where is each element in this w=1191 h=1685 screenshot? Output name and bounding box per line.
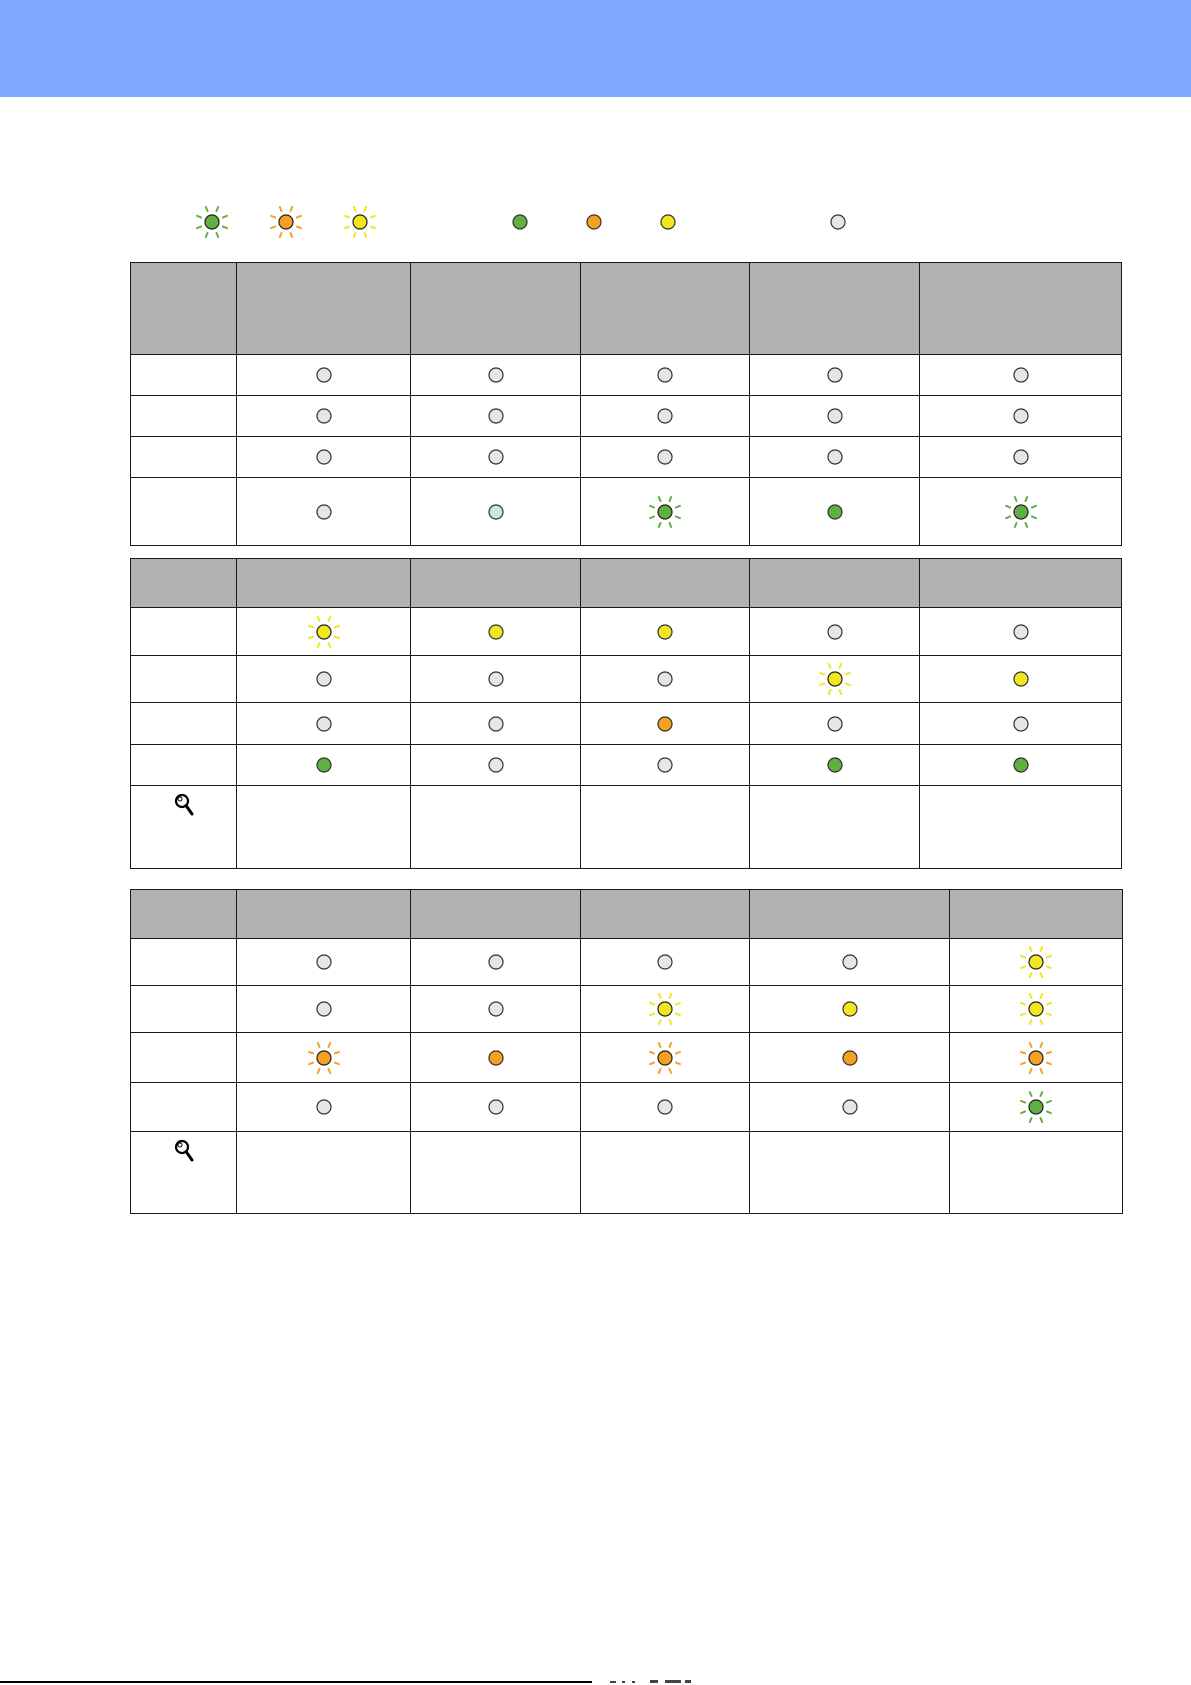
led-off-icon: [920, 396, 1121, 436]
led-cell: [750, 939, 950, 986]
led-off-icon: [411, 355, 580, 395]
table-row: [131, 478, 1122, 546]
yellow-blinking-led-icon: [750, 659, 919, 699]
led-off-icon: [920, 612, 1121, 652]
led-cell: [581, 396, 750, 437]
led-cell: [237, 745, 411, 786]
led-cell: [750, 478, 920, 546]
note-cell: [920, 786, 1122, 869]
header-cell: [411, 890, 581, 939]
led-cell: [950, 1083, 1123, 1132]
led-off-icon: [750, 437, 919, 477]
header-cell: [131, 559, 237, 608]
led-cell: [411, 986, 581, 1033]
led-off-icon: [581, 437, 749, 477]
green-led-on-icon: [920, 745, 1121, 785]
led-off-icon: [411, 1087, 580, 1127]
led-cell: [237, 355, 411, 396]
green-led-on-icon: [500, 202, 540, 242]
led-cell: [411, 939, 581, 986]
led-cell: [581, 939, 750, 986]
led-off-icon: [237, 396, 410, 436]
led-cell: [750, 437, 920, 478]
led-off-icon: [237, 355, 410, 395]
row-label-cell: [131, 1033, 237, 1083]
led-cell: [237, 703, 411, 745]
table-row: [131, 745, 1122, 786]
led-cell: [411, 745, 581, 786]
led-cell: [920, 703, 1122, 745]
magnifier-icon: [131, 792, 236, 818]
led-off-icon: [237, 492, 410, 532]
led-off-icon: [581, 745, 749, 785]
led-off-icon: [750, 355, 919, 395]
table-row: [131, 355, 1122, 396]
note-label-cell: [131, 1132, 237, 1214]
led-off-icon: [237, 989, 410, 1029]
row-label-cell: [131, 437, 237, 478]
footer-marks: [610, 1679, 720, 1685]
led-off-icon: [411, 704, 580, 744]
led-cell: [920, 478, 1122, 546]
row-label-cell: [131, 1083, 237, 1132]
led-cell: [411, 437, 581, 478]
led-cell: [581, 478, 750, 546]
led-cell: [237, 437, 411, 478]
note-label-cell: [131, 786, 237, 869]
led-off-icon: [581, 355, 749, 395]
led-cell: [750, 745, 920, 786]
led-off-icon: [411, 942, 580, 982]
green-led-on-icon: [750, 492, 919, 532]
header-cell: [750, 559, 920, 608]
led-cell: [237, 986, 411, 1033]
led-off-icon: [750, 704, 919, 744]
led-cell: [920, 745, 1122, 786]
yellow-blinking-led-icon: [950, 989, 1122, 1029]
table-row: [131, 1033, 1123, 1083]
note-cell: [950, 1132, 1123, 1214]
table-header-row: [131, 263, 1122, 355]
led-off-icon: [237, 942, 410, 982]
orange-blinking-led-icon: [237, 1038, 410, 1078]
yellow-led-on-icon: [581, 612, 749, 652]
led-cell: [237, 396, 411, 437]
table-row: [131, 986, 1123, 1033]
table-row: [131, 396, 1122, 437]
table-row: [131, 656, 1122, 703]
led-off-icon: [581, 396, 749, 436]
orange-blinking-led-icon: [581, 1038, 749, 1078]
row-label-cell: [131, 986, 237, 1033]
orange-led-on-icon: [574, 202, 614, 242]
orange-blinking-led-icon: [266, 202, 306, 242]
table-row: [131, 1083, 1123, 1132]
note-cell: [237, 786, 411, 869]
led-cell: [581, 656, 750, 703]
header-cell: [237, 263, 411, 355]
led-cell: [581, 703, 750, 745]
footer-rule: [0, 1681, 592, 1683]
magnifier-icon: [131, 1138, 236, 1164]
led-cell: [411, 478, 581, 546]
table-row: [131, 608, 1122, 656]
led-off-icon: [750, 612, 919, 652]
row-label-cell: [131, 939, 237, 986]
table-header-row: [131, 890, 1123, 939]
table-row: [131, 939, 1123, 986]
orange-led-on-icon: [581, 704, 749, 744]
led-cell: [920, 437, 1122, 478]
led-off-icon: [411, 437, 580, 477]
led-cell: [581, 1083, 750, 1132]
led-cell: [237, 1033, 411, 1083]
green-led-on-icon: [750, 745, 919, 785]
header-cell: [237, 890, 411, 939]
led-off-icon: [237, 659, 410, 699]
row-label-cell: [131, 396, 237, 437]
header-cell: [581, 559, 750, 608]
led-cell: [950, 986, 1123, 1033]
row-label-cell: [131, 355, 237, 396]
led-off-icon: [237, 1087, 410, 1127]
led-off-icon: [411, 745, 580, 785]
led-cell: [411, 396, 581, 437]
green-blinking-led-icon: [581, 492, 749, 532]
table-row: [131, 437, 1122, 478]
note-row: [131, 1132, 1123, 1214]
led-cell: [581, 745, 750, 786]
orange-led-on-icon: [411, 1038, 580, 1078]
led-cell: [750, 986, 950, 1033]
led-status-table-1: [130, 262, 1122, 546]
note-cell: [750, 1132, 950, 1214]
led-cell: [581, 355, 750, 396]
led-off-icon: [818, 202, 858, 242]
led-cell: [750, 656, 920, 703]
header-cell: [750, 263, 920, 355]
led-off-icon: [750, 1087, 949, 1127]
led-cell: [750, 1033, 950, 1083]
led-cell: [581, 608, 750, 656]
header-banner: [0, 0, 1191, 97]
led-legend: [0, 200, 1191, 250]
led-cell: [920, 396, 1122, 437]
led-status-table-3: [130, 889, 1123, 1214]
header-cell: [950, 890, 1123, 939]
led-cell: [237, 478, 411, 546]
note-row: [131, 786, 1122, 869]
note-cell: [411, 786, 581, 869]
led-cell: [950, 1033, 1123, 1083]
led-cell: [750, 703, 920, 745]
yellow-blinking-led-icon: [237, 612, 410, 652]
note-cell: [750, 786, 920, 869]
led-off-icon: [750, 942, 949, 982]
led-off-icon: [411, 659, 580, 699]
led-cell: [750, 355, 920, 396]
green-led-on-icon: [237, 745, 410, 785]
row-label-cell: [131, 703, 237, 745]
led-status-table-2: [130, 558, 1122, 869]
led-cell: [750, 608, 920, 656]
header-cell: [411, 559, 581, 608]
led-cell: [411, 608, 581, 656]
yellow-blinking-led-icon: [340, 202, 380, 242]
orange-led-on-icon: [750, 1038, 949, 1078]
header-cell: [581, 890, 750, 939]
led-off-icon: [581, 659, 749, 699]
led-off-icon: [920, 355, 1121, 395]
row-label-cell: [131, 608, 237, 656]
header-cell: [920, 263, 1122, 355]
led-dim-green-icon: [411, 492, 580, 532]
led-cell: [411, 703, 581, 745]
led-cell: [750, 396, 920, 437]
table-row: [131, 703, 1122, 745]
led-cell: [581, 437, 750, 478]
row-label-cell: [131, 656, 237, 703]
note-cell: [411, 1132, 581, 1214]
note-cell: [581, 1132, 750, 1214]
led-off-icon: [920, 437, 1121, 477]
led-cell: [237, 939, 411, 986]
yellow-blinking-led-icon: [950, 942, 1122, 982]
led-off-icon: [411, 396, 580, 436]
led-off-icon: [581, 1087, 749, 1127]
header-cell: [237, 559, 411, 608]
yellow-led-on-icon: [648, 202, 688, 242]
led-cell: [411, 656, 581, 703]
led-cell: [581, 986, 750, 1033]
note-cell: [237, 1132, 411, 1214]
led-off-icon: [750, 396, 919, 436]
led-cell: [411, 355, 581, 396]
header-cell: [411, 263, 581, 355]
header-cell: [131, 890, 237, 939]
row-label-cell: [131, 745, 237, 786]
green-blinking-led-icon: [192, 202, 232, 242]
led-off-icon: [920, 704, 1121, 744]
led-cell: [411, 1083, 581, 1132]
yellow-led-on-icon: [411, 612, 580, 652]
led-cell: [920, 608, 1122, 656]
led-cell: [920, 355, 1122, 396]
led-cell: [950, 939, 1123, 986]
note-cell: [581, 786, 750, 869]
header-cell: [920, 559, 1122, 608]
led-off-icon: [237, 704, 410, 744]
led-off-icon: [237, 437, 410, 477]
led-cell: [920, 656, 1122, 703]
table-header-row: [131, 559, 1122, 608]
yellow-led-on-icon: [920, 659, 1121, 699]
led-cell: [237, 608, 411, 656]
led-cell: [237, 656, 411, 703]
header-cell: [131, 263, 237, 355]
green-blinking-led-icon: [950, 1087, 1122, 1127]
row-label-cell: [131, 478, 237, 546]
green-blinking-led-icon: [920, 492, 1121, 532]
header-cell: [581, 263, 750, 355]
led-off-icon: [411, 989, 580, 1029]
led-off-icon: [581, 942, 749, 982]
led-cell: [750, 1083, 950, 1132]
yellow-led-on-icon: [750, 989, 949, 1029]
led-cell: [237, 1083, 411, 1132]
yellow-blinking-led-icon: [581, 989, 749, 1029]
led-cell: [411, 1033, 581, 1083]
header-cell: [750, 890, 950, 939]
led-cell: [581, 1033, 750, 1083]
orange-blinking-led-icon: [950, 1038, 1122, 1078]
